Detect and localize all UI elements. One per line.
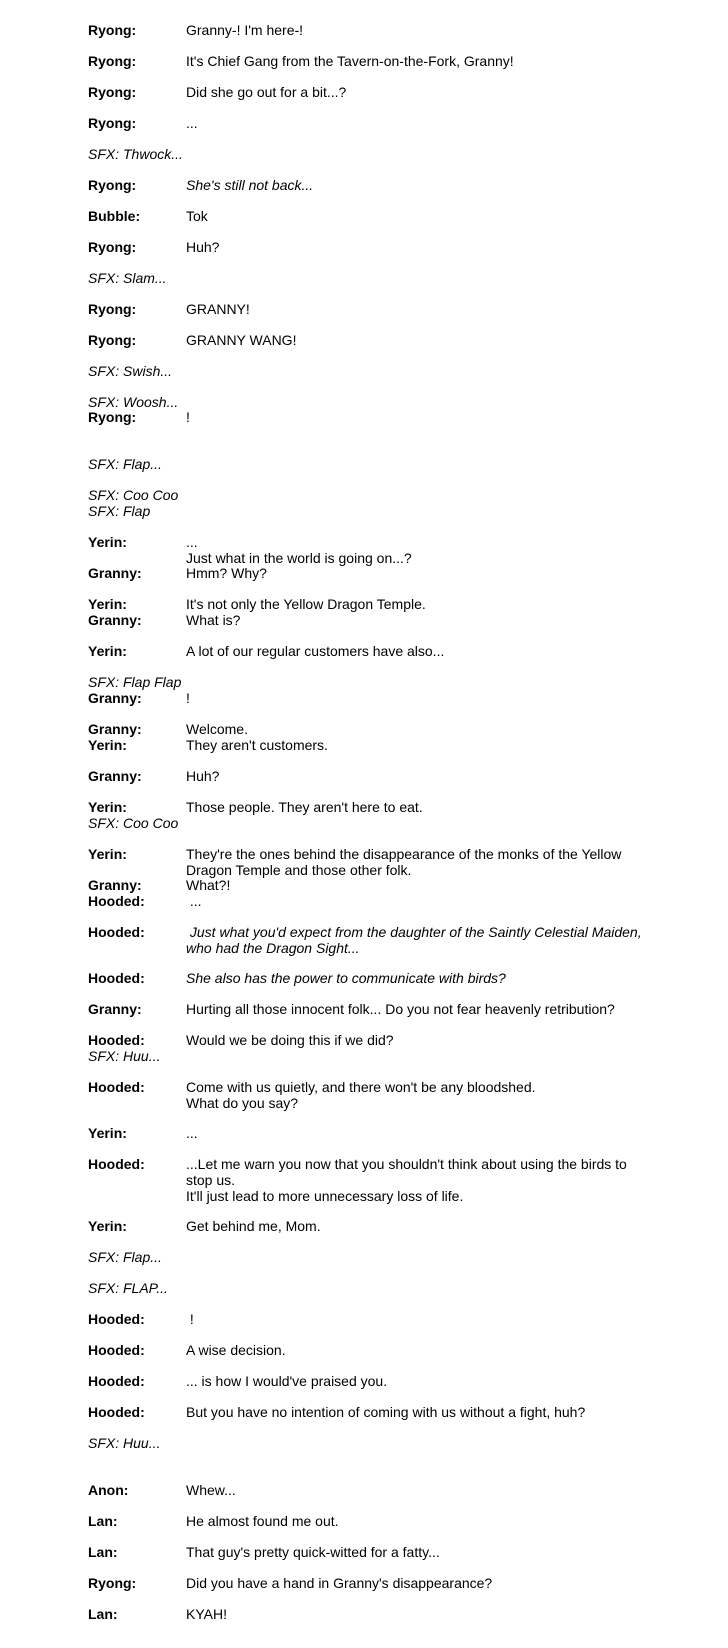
dialogue-text: It's Chief Gang from the Tavern-on-the-Fork, Granny!: [186, 53, 514, 69]
speaker-label: Hooded:: [88, 1311, 145, 1327]
speaker-label: Hooded:: [88, 924, 145, 940]
sfx-text: SFX: Flap...: [88, 1249, 162, 1265]
speaker-label: Granny:: [88, 768, 142, 784]
speaker-label: Lan:: [88, 1606, 118, 1622]
dialogue-text: ...: [186, 893, 202, 909]
sfx-text: SFX: Swish...: [88, 363, 173, 379]
dialogue-text: Just what you'd expect from the daughter of the Saintly Celestial Maiden, who had the Dragon Sight...: [186, 924, 646, 956]
dialogue-text: ... Just what in the world is going on...?: [186, 534, 412, 566]
speaker-label: Ryong:: [88, 301, 137, 317]
dialogue-text: Did you have a hand in Granny's disappearance?: [186, 1575, 493, 1591]
dialogue-text: Get behind me, Mom.: [186, 1218, 321, 1234]
speaker-label: Lan:: [88, 1513, 118, 1529]
speaker-label: Hooded:: [88, 1404, 145, 1420]
sfx-text: SFX: Woosh...: [88, 394, 179, 410]
speaker-label: Lan:: [88, 1544, 118, 1560]
speaker-label: Granny:: [88, 877, 142, 893]
speaker-label: Hooded:: [88, 1156, 145, 1172]
dialogue-text: They're the ones behind the disappearance of the monks of the Yellow Dragon Temple and those other folk.: [186, 846, 622, 878]
dialogue-text: She also has the power to communicate with birds?: [186, 970, 506, 986]
speaker-label: Ryong:: [88, 53, 137, 69]
dialogue-text: ...: [186, 1125, 198, 1141]
speaker-label: Ryong:: [88, 84, 137, 100]
speaker-label: Hooded:: [88, 970, 145, 986]
dialogue-text: Would we be doing this if we did?: [186, 1032, 394, 1048]
dialogue-text: GRANNY!: [186, 301, 250, 317]
dialogue-text: Granny-! I'm here-!: [186, 22, 304, 38]
speaker-label: Hooded:: [88, 1032, 145, 1048]
speaker-label: Hooded:: [88, 1079, 145, 1095]
dialogue-text: KYAH!: [186, 1606, 227, 1622]
speaker-label: Granny:: [88, 565, 142, 581]
speaker-label: Hooded:: [88, 1373, 145, 1389]
sfx-text: SFX: Coo Coo: [88, 487, 179, 503]
dialogue-text: He almost found me out.: [186, 1513, 339, 1529]
speaker-label: Yerin:: [88, 1218, 127, 1234]
dialogue-text: ...Let me warn you now that you shouldn't think about using the birds to stop us. It'll just lead to more unnecessary loss of life.: [186, 1156, 627, 1204]
speaker-label: Yerin:: [88, 846, 127, 862]
sfx-text: SFX: Flap...: [88, 456, 162, 472]
dialogue-text: Huh?: [186, 239, 220, 255]
dialogue-text: Tok: [186, 208, 208, 224]
dialogue-text: Hurting all those innocent folk... Do you not fear heavenly retribution?: [186, 1001, 615, 1017]
sfx-text: SFX: Flap: [88, 503, 151, 519]
speaker-label: Hooded:: [88, 893, 145, 909]
speaker-label: Granny:: [88, 721, 142, 737]
dialogue-text: Come with us quietly, and there won't be any bloodshed. What do you say?: [186, 1079, 536, 1111]
dialogue-text: GRANNY WANG!: [186, 332, 297, 348]
dialogue-text: That guy's pretty quick-witted for a fatty...: [186, 1544, 440, 1560]
dialogue-text: But you have no intention of coming with us without a fight, huh?: [186, 1404, 586, 1420]
sfx-text: SFX: FLAP...: [88, 1280, 168, 1296]
sfx-text: SFX: Slam...: [88, 270, 167, 286]
speaker-label: Bubble:: [88, 208, 141, 224]
speaker-label: Yerin:: [88, 1125, 127, 1141]
speaker-label: Ryong:: [88, 409, 137, 425]
dialogue-text: Huh?: [186, 768, 220, 784]
dialogue-text: !: [186, 409, 190, 425]
dialogue-text: Whew...: [186, 1482, 236, 1498]
speaker-label: Yerin:: [88, 596, 127, 612]
dialogue-text: !: [186, 690, 190, 706]
sfx-text: SFX: Coo Coo: [88, 815, 179, 831]
speaker-label: Ryong:: [88, 115, 137, 131]
speaker-label: Yerin:: [88, 737, 127, 753]
sfx-text: SFX: Huu...: [88, 1435, 161, 1451]
dialogue-text: !: [186, 1311, 194, 1327]
speaker-label: Ryong:: [88, 332, 137, 348]
dialogue-text: What?!: [186, 877, 231, 893]
dialogue-text: A wise decision.: [186, 1342, 286, 1358]
dialogue-text: Welcome.: [186, 721, 248, 737]
speaker-label: Ryong:: [88, 22, 137, 38]
dialogue-text: What is?: [186, 612, 241, 628]
dialogue-text: Those people. They aren't here to eat.: [186, 799, 423, 815]
speaker-label: Yerin:: [88, 534, 127, 550]
sfx-text: SFX: Flap Flap: [88, 674, 182, 690]
speaker-label: Ryong:: [88, 177, 137, 193]
dialogue-text: Hmm? Why?: [186, 565, 267, 581]
dialogue-text: A lot of our regular customers have also...: [186, 643, 445, 659]
sfx-text: SFX: Huu...: [88, 1048, 161, 1064]
speaker-label: Anon:: [88, 1482, 129, 1498]
dialogue-text: They aren't customers.: [186, 737, 328, 753]
dialogue-text: ...: [186, 115, 198, 131]
speaker-label: Granny:: [88, 690, 142, 706]
speaker-label: Ryong:: [88, 239, 137, 255]
speaker-label: Yerin:: [88, 799, 127, 815]
sfx-text: SFX: Thwock...: [88, 146, 183, 162]
speaker-label: Hooded:: [88, 1342, 145, 1358]
speaker-label: Granny:: [88, 1001, 142, 1017]
dialogue-text: ... is how I would've praised you.: [186, 1373, 388, 1389]
speaker-label: Ryong:: [88, 1575, 137, 1591]
speaker-label: Yerin:: [88, 643, 127, 659]
dialogue-text: Did she go out for a bit...?: [186, 84, 347, 100]
dialogue-text: It's not only the Yellow Dragon Temple.: [186, 596, 426, 612]
dialogue-text: She's still not back...: [186, 177, 314, 193]
speaker-label: Granny:: [88, 612, 142, 628]
